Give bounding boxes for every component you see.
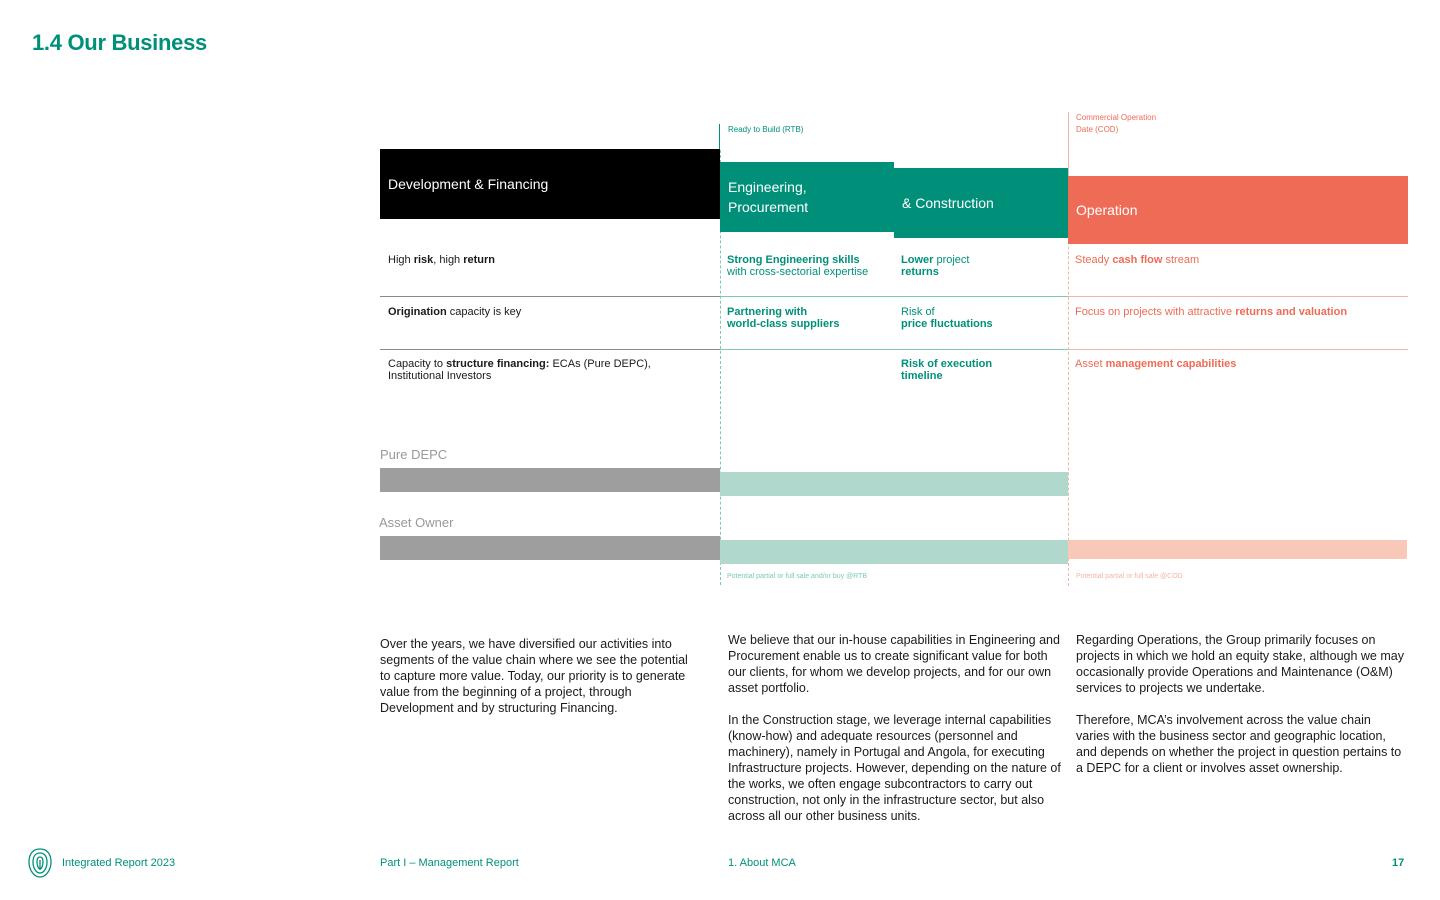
row2-op-cell bbox=[1075, 306, 1347, 318]
cod-marker-tick bbox=[1068, 112, 1069, 176]
stage-ep-line2: Procurement bbox=[728, 199, 809, 215]
row1-con-bold2: returns bbox=[901, 266, 939, 278]
row2-con-line2: price fluctuations bbox=[901, 318, 993, 330]
row1-dev-text-a: High bbox=[388, 254, 414, 266]
row3-con-line2: timeline bbox=[901, 370, 943, 382]
row1-dev-text-d: return bbox=[463, 254, 496, 266]
row3-con-line1: Risk of execution bbox=[901, 358, 993, 370]
row2-dev-text-b: Origination bbox=[388, 306, 447, 318]
row-divider-con-1 bbox=[720, 296, 1068, 297]
row1-con-cell bbox=[901, 254, 969, 278]
page-title: 1.4 Our Business bbox=[32, 30, 207, 55]
footer-report-title: Integrated Report 2023 bbox=[62, 857, 176, 869]
cod-marker-line2: Date (COD) bbox=[1076, 125, 1119, 134]
row3-dev-text-a: Capacity to bbox=[388, 358, 447, 370]
text-column-2 bbox=[728, 632, 1064, 840]
text-col3-paragraph2: Therefore, MCA’s involvement across the value chain varies with the business sector and geographic location, and depends on whether the project in question pertains to a DEPC for a client or involves asset ownership. bbox=[1076, 713, 1402, 775]
cod-marker-label bbox=[1076, 112, 1156, 136]
company-logo-icon bbox=[26, 846, 54, 880]
row3-op-cell bbox=[1075, 358, 1236, 370]
row1-ep-line1: Strong Engineering skills bbox=[727, 254, 860, 266]
row-divider-op-1 bbox=[1068, 296, 1408, 297]
stage-construction-label: & Construction bbox=[902, 195, 994, 211]
row2-op-text-b: returns and valuation bbox=[1235, 306, 1348, 318]
model-label-asset-owner: Asset Owner bbox=[379, 515, 454, 530]
row-divider-con-2 bbox=[720, 349, 1068, 350]
row1-con-bold1: Lower bbox=[901, 254, 934, 266]
pure-depc-bar-development bbox=[380, 468, 720, 492]
stage-ep-line1: Engineering, bbox=[728, 179, 807, 195]
row-divider-dev-1 bbox=[380, 296, 720, 297]
row3-dev-text-c: ECAs (Pure DEPC), bbox=[549, 358, 651, 370]
text-column-3 bbox=[1076, 632, 1406, 792]
row-divider-op-2 bbox=[1068, 349, 1408, 350]
row-divider-dev-2 bbox=[380, 349, 720, 350]
stage-operation-label: Operation bbox=[1076, 202, 1138, 218]
row3-con-cell bbox=[901, 358, 992, 382]
row1-dev-text-c: , high bbox=[433, 254, 464, 266]
footer-part-link[interactable]: Part I – Management Report bbox=[380, 857, 519, 869]
footer-section-link[interactable]: 1. About MCA bbox=[728, 857, 796, 869]
row2-con-cell bbox=[901, 306, 993, 330]
text-col1-paragraph: Over the years, we have diversified our activities into segments of the value chain where we see the potential to capture more value. Today, our priority is to generate value from the beginning of a project, through Development and by structuring Financing. bbox=[380, 637, 688, 715]
stage-construction bbox=[894, 168, 1068, 238]
rtb-sale-note: Potential partial or full sale and/or buy @RTB bbox=[727, 573, 868, 580]
row2-ep-cell bbox=[727, 306, 839, 330]
stage-development-financing-label: Development & Financing bbox=[388, 176, 549, 192]
row3-dev-cell bbox=[388, 358, 651, 382]
stage-development-financing bbox=[380, 149, 720, 219]
text-col2-paragraph1: We believe that our in-house capabilities in Engineering and Procurement enable us to create significant value for both our clients, for whom we develop projects, and for our own asset portfolio. bbox=[728, 633, 1060, 695]
cod-marker-line1: Commercial Operation bbox=[1076, 113, 1157, 122]
asset-owner-bar-epc bbox=[720, 540, 1068, 564]
row2-ep-line2: world-class suppliers bbox=[727, 318, 840, 330]
rtb-marker-tick bbox=[719, 124, 720, 150]
row1-op-text-a: Steady bbox=[1075, 254, 1113, 266]
row3-op-text-a: Asset bbox=[1075, 358, 1106, 370]
text-col2-paragraph2: In the Construction stage, we leverage internal capabilities (know-how) and adequate resources (personnel and machinery), namely in Portugal and Angola, for executing Infrastructure projects. However, depending on the nature of the works, we often engage subcontractors to carry out construction, not only in the infrastructure sector, but also across all our other business units. bbox=[728, 713, 1061, 823]
rtb-marker-label: Ready to Build (RTB) bbox=[728, 125, 804, 134]
text-column-1 bbox=[380, 636, 700, 732]
row1-dev-text-b: risk bbox=[413, 254, 434, 266]
row1-dev-cell bbox=[388, 254, 495, 266]
row1-op-text-b: cash flow bbox=[1112, 254, 1163, 266]
cod-sale-note: Potential partial or full sale @COD bbox=[1076, 573, 1183, 580]
row3-dev-text-b: structure financing: bbox=[446, 358, 550, 370]
row3-op-text-b: management capabilities bbox=[1105, 358, 1237, 370]
footer-page-number: 17 bbox=[1392, 857, 1405, 869]
row1-con-normal: project bbox=[933, 254, 970, 266]
row2-con-line1: Risk of bbox=[901, 306, 935, 318]
row2-dev-cell bbox=[388, 306, 521, 318]
row2-ep-line1: Partnering with bbox=[727, 306, 808, 318]
model-label-pure-depc: Pure DEPC bbox=[380, 447, 448, 462]
row3-dev-line2: Institutional Investors bbox=[388, 370, 492, 382]
pure-depc-bar-epc bbox=[720, 472, 1068, 496]
asset-owner-bar-development bbox=[380, 536, 720, 560]
row2-op-text-a: Focus on projects with attractive bbox=[1075, 306, 1236, 318]
row1-ep-cell bbox=[727, 254, 868, 278]
asset-owner-bar-operation bbox=[1068, 540, 1407, 559]
text-col3-paragraph1: Regarding Operations, the Group primarily focuses on projects in which we hold an equity stake, although we may occasionally provide Operations and Maintenance (O&M) services to projects we undertake. bbox=[1076, 633, 1404, 695]
stage-engineering-procurement bbox=[720, 162, 894, 232]
row1-op-text-c: stream bbox=[1162, 254, 1200, 266]
stage-operation bbox=[1068, 176, 1408, 244]
row1-op-cell bbox=[1075, 254, 1199, 266]
row1-ep-line2: with cross-sectorial expertise bbox=[727, 266, 869, 278]
row2-dev-text-c: capacity is key bbox=[446, 306, 522, 318]
